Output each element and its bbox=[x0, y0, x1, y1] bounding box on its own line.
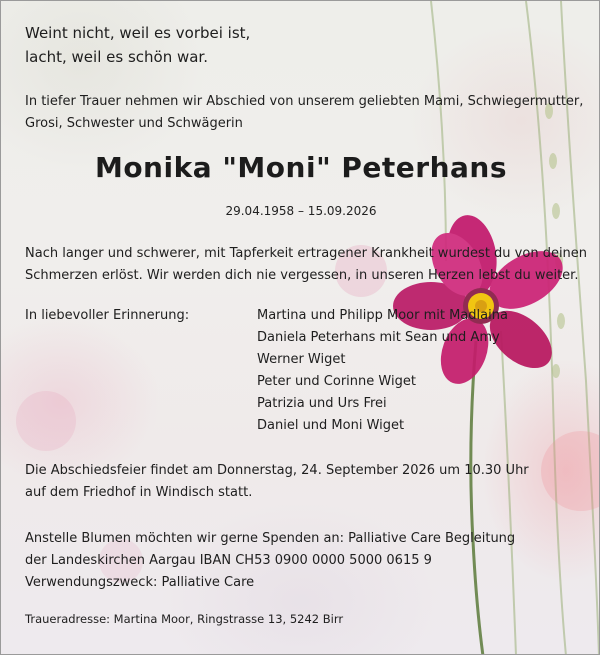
life-dates: 29.04.1958 – 15.09.2026 bbox=[225, 204, 377, 218]
donation-info bbox=[25, 528, 515, 594]
mourner-entry: Werner Wiget bbox=[257, 352, 346, 367]
mourners-list bbox=[257, 305, 508, 437]
donation-line: der Landeskirchen Aargau IBAN CH53 0900 0000 5000 0615 9 bbox=[25, 553, 432, 568]
donation-line: Anstelle Blumen möchten wir gerne Spenden an: Palliative Care Begleitung bbox=[25, 531, 516, 546]
body-line: Schmerzen erlöst. Wir werden dich nie vergessen, in unseren Herzen lebst du weiter. bbox=[25, 268, 579, 283]
intro-paragraph bbox=[25, 91, 583, 135]
motto-quote bbox=[25, 21, 250, 69]
intro-line: In tiefer Trauer nehmen wir Abschied von unserem geliebten Mami, Schwiegermutter, bbox=[25, 94, 584, 109]
deceased-name: Monika "Moni" Peterhans bbox=[94, 151, 508, 184]
ceremony-info bbox=[25, 460, 529, 504]
mourning-address: Traueradresse: Martina Moor, Ringstrasse 13, 5242 Birr bbox=[25, 612, 344, 626]
ceremony-line: auf dem Friedhof in Windisch statt. bbox=[25, 485, 253, 500]
mourner-entry: Patrizia und Urs Frei bbox=[257, 396, 387, 411]
donation-line: Verwendungszweck: Palliative Care bbox=[25, 575, 255, 590]
body-paragraph bbox=[25, 243, 587, 287]
motto-line: Weint nicht, weil es vorbei ist, bbox=[25, 24, 251, 42]
intro-line: Grosi, Schwester und Schwägerin bbox=[25, 116, 243, 131]
memory-label: In liebevoller Erinnerung: bbox=[25, 308, 190, 323]
ceremony-line: Die Abschiedsfeier findet am Donnerstag, 24. September 2026 um 10.30 Uhr bbox=[25, 463, 529, 478]
body-line: Nach langer und schwerer, mit Tapferkeit ertragener Krankheit wurdest du von deinen bbox=[25, 246, 588, 261]
mourner-entry: Daniel und Moni Wiget bbox=[257, 418, 405, 433]
mourner-entry: Martina und Philipp Moor mit Madlaina bbox=[257, 308, 508, 323]
motto-line: lacht, weil es schön war. bbox=[25, 48, 208, 66]
mourner-entry: Peter und Corinne Wiget bbox=[257, 374, 416, 389]
mourner-entry: Daniela Peterhans mit Sean und Amy bbox=[257, 330, 500, 345]
